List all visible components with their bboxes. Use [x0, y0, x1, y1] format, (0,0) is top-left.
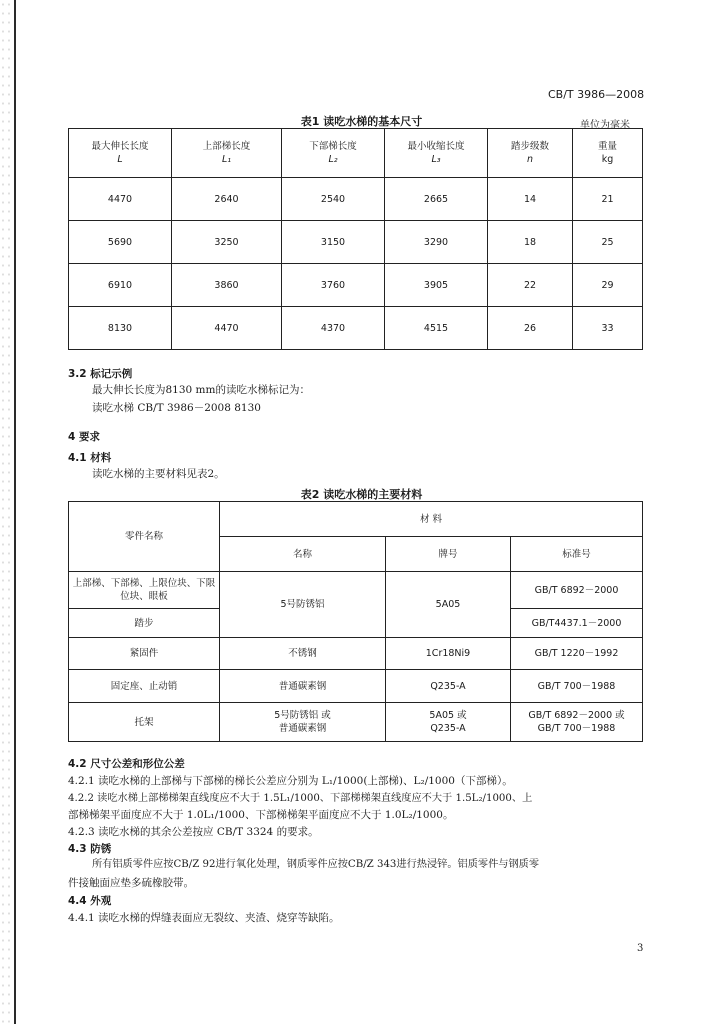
table1-basic-dimensions: [68, 128, 643, 350]
table1-cell: 25: [573, 221, 643, 264]
table1-cell: 4370: [282, 307, 385, 350]
table2-cell-standard: GB/T 6892－2000: [511, 572, 643, 609]
table2-cell-part: 固定座、止动销: [69, 670, 220, 703]
table2-title: 表2 读吃水梯的主要材料: [300, 488, 423, 501]
table1-header-cell: 踏步级数 n: [488, 129, 573, 178]
table2-cell-part: 踏步: [69, 609, 220, 638]
table2-cell-name: 5号防锈铝: [220, 572, 386, 638]
table1-cell: 18: [488, 221, 573, 264]
section-4-1-text: 读吃水梯的主要材料见表2。: [92, 468, 225, 480]
table1-cell: 4470: [172, 307, 282, 350]
table1-cell: 2540: [282, 178, 385, 221]
table1-cell: 33: [573, 307, 643, 350]
table2-cell-standard: GB/T 1220－1992: [511, 638, 643, 670]
section-4-heading: 4 要求: [68, 431, 100, 443]
table2-cell-part: 上部梯、下部梯、上限位块、下限位块、眼板: [69, 572, 220, 609]
table1-cell: 2640: [172, 178, 282, 221]
section-4-2-3: 4.2.3 读吃水梯的其余公差按应 CB/T 3324 的要求。: [68, 826, 319, 838]
table2-cell-part: 托架: [69, 703, 220, 742]
table1-header-cell: 重量 kg: [573, 129, 643, 178]
table1-row: [69, 178, 643, 221]
table1-header-cell: 最大伸长长度 L: [69, 129, 172, 178]
table2-cell-standard: GB/T 700－1988: [511, 670, 643, 703]
table1-header-cell: 上部梯长度 L₁: [172, 129, 282, 178]
table1-cell: 3250: [172, 221, 282, 264]
table2-row: [69, 670, 643, 703]
table2-header-name: 名称: [220, 537, 386, 572]
table1-cell: 29: [573, 264, 643, 307]
table1-cell: 2665: [385, 178, 488, 221]
section-4-2-2-line2: 部梯梯架平面度应不大于 1.0L₁/1000、下部梯梯架平面度应不大于 1.0L₂/1000。: [68, 809, 454, 821]
table1-cell: 3860: [172, 264, 282, 307]
section-4-2-2-line1: 4.2.2 读吃水梯上部梯梯架直线度应不大于 1.5L₁/1000、下部梯梯架直线度应不大于 1.5L₂/1000、上: [68, 793, 533, 804]
table1-cell: 8130: [69, 307, 172, 350]
table1-cell: 4515: [385, 307, 488, 350]
table2-row: [69, 638, 643, 670]
table1-header-row: [69, 129, 643, 178]
table2-row: [69, 703, 643, 742]
page-number: 3: [637, 943, 644, 954]
table2-cell-grade: 1Cr18Ni9: [386, 638, 511, 670]
table2-cell-grade: Q235-A: [386, 670, 511, 703]
table1-cell: 22: [488, 264, 573, 307]
table1-cell: 3150: [282, 221, 385, 264]
section-3-2-heading: 3.2 标记示例: [68, 368, 133, 380]
standard-code: CB/T 3986—2008: [548, 88, 645, 101]
section-4-3-heading: 4.3 防锈: [68, 843, 112, 855]
section-3-2-line1: 最大伸长长度为8130 mm的读吃水梯标记为：: [92, 384, 310, 396]
section-4-4-heading: 4.4 外观: [68, 895, 112, 907]
section-4-3-line2: 件接触面应垫多硫橡胶带。: [68, 877, 194, 889]
table2-header-part-name: 零件名称: [69, 502, 220, 572]
scan-edge-speckle: [0, 0, 12, 1024]
table1-unit: 单位为毫米: [580, 120, 630, 131]
table2-main-materials: [68, 501, 643, 742]
table2-row: [69, 572, 643, 609]
table2-cell-grade: 5A05 或 Q235-A: [386, 703, 511, 742]
section-3-2-line2: 读吃水梯 CB/T 3986－2008 8130: [92, 402, 261, 414]
section-4-2-heading: 4.2 尺寸公差和形位公差: [68, 758, 185, 770]
table1-cell: 21: [573, 178, 643, 221]
table2-cell-name: 5号防锈铝 或 普通碳素钢: [220, 703, 386, 742]
table1-header-cell: 下部梯长度 L₂: [282, 129, 385, 178]
table1-title: 表1 读吃水梯的基本尺寸: [300, 115, 423, 128]
table1-cell: 3905: [385, 264, 488, 307]
table2-header-grade: 牌号: [386, 537, 511, 572]
table2-header-material: 材 料: [220, 502, 643, 537]
table2-cell-standard: GB/T 6892－2000 或 GB/T 700－1988: [511, 703, 643, 742]
section-4-2-1: 4.2.1 读吃水梯的上部梯与下部梯的梯长公差应分别为 L₁/1000(上部梯)、L₂/1000（下部梯）。: [68, 775, 513, 787]
table1-cell: 3290: [385, 221, 488, 264]
binding-line: [14, 0, 16, 1024]
table2-cell-grade: 5A05: [386, 572, 511, 638]
table2-header-row: [69, 502, 643, 537]
table1-cell: 4470: [69, 178, 172, 221]
table2-cell-part: 紧固件: [69, 638, 220, 670]
section-4-1-heading: 4.1 材料: [68, 452, 112, 464]
table1-row: [69, 264, 643, 307]
table1-cell: 14: [488, 178, 573, 221]
table2-cell-name: 普通碳素钢: [220, 670, 386, 703]
table1-cell: 3760: [282, 264, 385, 307]
section-4-4-1: 4.4.1 读吃水梯的焊缝表面应无裂纹、夹渣、烧穿等缺陷。: [68, 912, 340, 924]
section-4-3-line1: 所有铝质零件应按CB/Z 92进行氧化处理，钢质零件应按CB/Z 343进行热浸锌。铝质零件与钢质零: [92, 859, 540, 870]
table1-cell: 26: [488, 307, 573, 350]
table1-cell: 6910: [69, 264, 172, 307]
table1-cell: 5690: [69, 221, 172, 264]
table1-row: [69, 221, 643, 264]
table1-row: [69, 307, 643, 350]
table1-header-cell: 最小收缩长度 L₃: [385, 129, 488, 178]
table2-cell-standard: GB/T4437.1－2000: [511, 609, 643, 638]
table2-cell-name: 不锈钢: [220, 638, 386, 670]
table2-header-standard: 标准号: [511, 537, 643, 572]
